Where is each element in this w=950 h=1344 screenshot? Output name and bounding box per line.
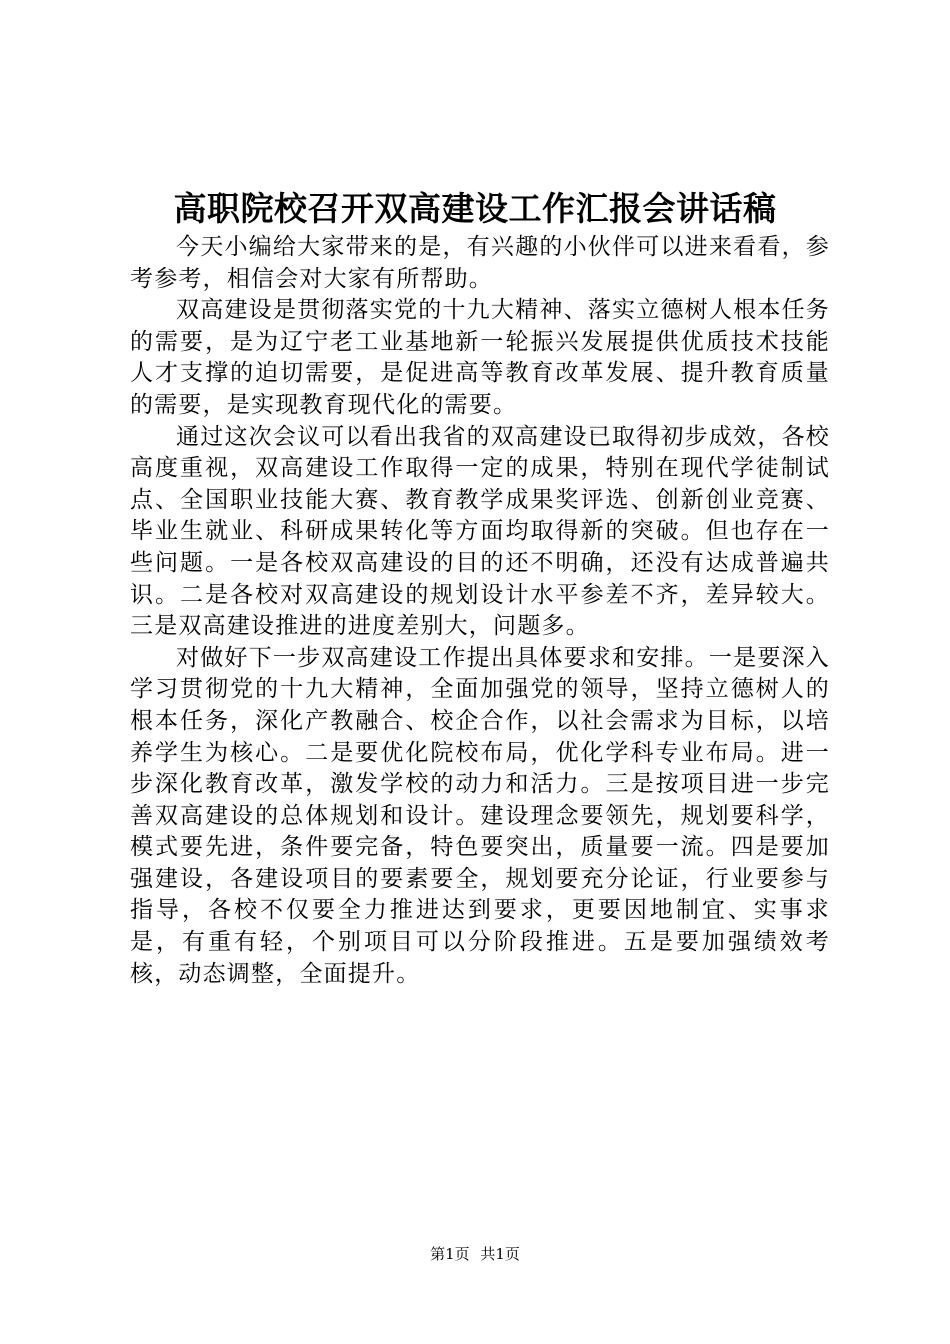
document-title: 高职院校召开双高建设工作汇报会讲话稿	[173, 189, 777, 228]
paragraph-progress-issues: 通过这次会议可以看出我省的双高建设已取得初步成效，各校高度重视，双高建设工作取得一定的成果，特别在现代学徒制试点、全国职业技能大赛、教育教学成果奖评选、创新创业竞赛、毕业生就业、科研成果转化等方面均取得新的突破。但也存在一些问题。一是各校双高建设的目的还不明确，还没有达成普遍共识。二是各校对双高建设的规划设计水平参差不齐，差异较大。三是双高建设推进的进度差别大，问题多。	[130, 423, 830, 640]
document-body	[130, 232, 830, 990]
page-number-total: 共1页	[480, 1245, 520, 1263]
paragraph-intro: 今天小编给大家带来的是，有兴趣的小伙伴可以进来看看，参考参考，相信会对大家有所帮助。	[130, 234, 830, 292]
page-number-current: 第1页	[430, 1245, 470, 1263]
paragraph-requirements: 对做好下一步双高建设工作提出具体要求和安排。一是要深入学习贯彻党的十九大精神，全面加强党的领导，坚持立德树人的根本任务，深化产教融合、校企合作，以社会需求为目标，以培养学生为核心。二是要优化院校布局，优化学科专业布局。进一步深化教育改革，激发学校的动力和活力。三是按项目进一步完善双高建设的总体规划和设计。建设理念要领先，规划要科学，模式要先进，条件要完备，特色要突出，质量要一流。四是要加强建设，各建设项目的要素要全，规划要充分论证，行业要参与指导，各校不仅要全力推进达到要求，更要因地制宜、实事求是，有重有轻，个别项目可以分阶段推进。五是要加强绩效考核，动态调整，全面提升。	[130, 644, 830, 987]
paragraph-significance: 双高建设是贯彻落实党的十九大精神、落实立德树人根本任务的需要，是为辽宁老工业基地新一轮振兴发展提供优质技术技能人才支撑的迫切需要，是促进高等教育改革发展、提升教育质量的需要，是实现教育现代化的需要。	[130, 297, 830, 418]
page-footer	[0, 1242, 950, 1266]
